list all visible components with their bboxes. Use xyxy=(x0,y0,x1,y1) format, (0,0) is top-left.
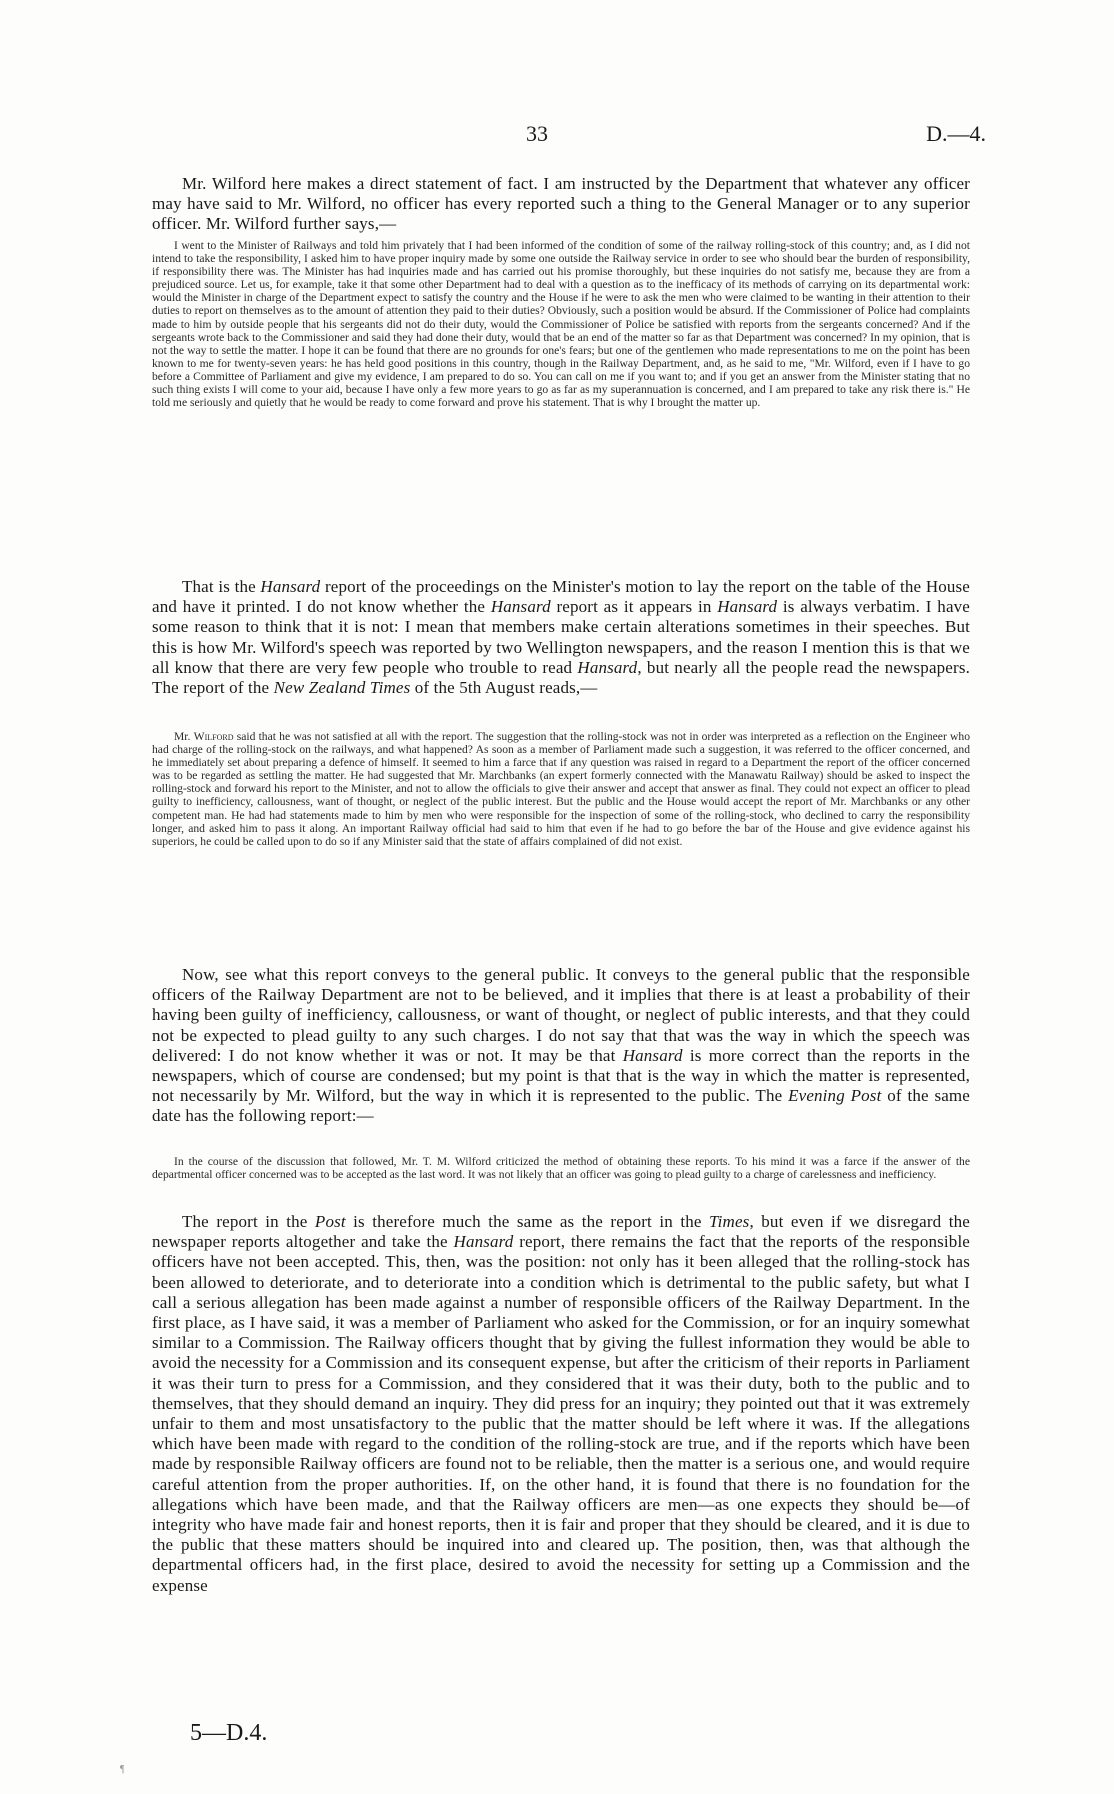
paragraph-text: Now, see what this report conveys to the general public. It conveys to the general public that the responsible officers of the Railway Department are not to be believed, and it implies that there is at least a probability of their having been guilty of inefficiency, callousness, or want of thought, or neglect of public interests, and that they could not be expected to plead guilty to any such charges. I do not say that that was the way in which the speech was delivered: I do not know whether it was or not. It may be that Hansard is more correct than the reports in the newspapers, which of course are condensed; but my point is that that is the way in which the matter is represented, not necessarily by Mr. Wilford, but the way in which it is represented to the public. The Evening Post of the same date has the following report:— xyxy=(152,965,970,1126)
quote-text: In the course of the discussion that followed, Mr. T. M. Wilford criticized the method of obtaining these reports. To his mind it was a farce if the answer of the departmental officer concerned was to be accepted as the last word. It was not likely that an officer was going to plead guilty to a charge of carelessness and inefficiency. xyxy=(152,1155,970,1182)
paragraph-text: Mr. Wilford here makes a direct statement of fact. I am instructed by the Department that whatever any officer may have said to Mr. Wilford, no officer has every reported such a thing to the General Manager or to any superior officer. Mr. Wilford further says,— xyxy=(152,174,970,234)
paragraph-text: That is the Hansard report of the proceedings on the Minister's motion to lay the report on the table of the House and have it printed. I do not know whether the Hansard report as it appears in Hansard is always verbatim. I have some reason to think that it is not: I mean that members make certain alterations sometimes in their speeches. But this is how Mr. Wilford's speech was reported by two Wellington newspapers, and the reason I mention this is that we all know that there are very few people who trouble to read Hansard, but nearly all the people read the newspapers. The report of the New Zealand Times of the 5th August reads,— xyxy=(152,577,971,698)
paragraph-1 xyxy=(152,174,970,235)
paragraph-2 xyxy=(152,577,970,698)
paragraph-3 xyxy=(152,965,970,1127)
quote-2 xyxy=(152,730,970,848)
quote-1 xyxy=(152,239,970,409)
signature-mark: 5—D.⁠4. xyxy=(190,1720,268,1746)
paragraph-text: The report in the Post is therefore much the same as the report in the Times, but even if we disregard the newspaper reports altogether and take the Hansard report, there remains the fact that the reports of the responsible officers have not been accepted. This, then, was the position: not only has it been alleged that the rolling-stock has been allowed to deteriorate, and to deteriorate into a condition which is detrimental to the public safety, but what I call a serious allegation has been made against a number of responsible officers of the Railway Department. In the first place, as I have said, it was a member of Parliament who asked for the Commission, or for an inquiry somewhat similar to a Commission. The Railway officers thought that by giving the fullest information they would be able to avoid the necessity for a Commission and its consequent expense, but after the criticism of their reports in Parliament it was their turn to press for a Commission, and they considered that it was their duty, both to the public and to themselves, that they should demand an inquiry. They did press for an inquiry; they pointed out that it was extremely unfair to them and most unsatisfactory to the public that the matter should be left where it was. If the allegations which have been made with regard to the condition of the rolling-stock are true, and if the reports which have been made by responsible Railway officers are found not to be reliable, then the matter is a serious one, and would require careful attention from the proper authorities. If, on the other hand, it is found that there is no foundation for the allegations which have been made, and that the Railway officers are men—as one expects they should be—of integrity who have made fair and honest reports, then it is fair and proper that they should be cleared, and it is due to the public that these matters should be inquired into and cleared up. The position, then, was that although the departmental officers had, in the first place, desired to avoid the necessity for setting up a Commission and the expense xyxy=(152,1212,971,1595)
document-code: D.—4. xyxy=(926,121,986,146)
quote-3 xyxy=(152,1155,970,1181)
quote-text: I went to the Minister of Railways and told him privately that I had been informed of the condition of some of the railway rolling-stock of this country; and, as I did not intend to take the responsibility, I asked him to have proper inquiry made by some one outside the Railway service in order to see who should bear the burden of responsibility, if responsibility there was. The Minister has had inquiries made and has carried out his promise thoroughly, but these inquiries do not satisfy me, because they are from a prejudiced source. Let us, for example, take it that some other Department had to deal with a question as to the inefficacy of its methods of carrying on its departmental work: would the Minister in charge of the Department expect to satisfy the country and the House if he were to ask the men who were claimed to be wanting in their attention to their duties to report on themselves as to the amount of attention they paid to their duties? Obviously, such a position would be absurd. If the Commissioner of Police had complaints made to him by outside people that his sergeants did not do their duty, would the Commissioner of Police be satisfied with reports from the sergeants concerned? And if the sergeants wrote back to the Commissioner and said they had done their duty, would that be an end of the matter so far as that Department was concerned? In my opinion, that is not the way to settle the matter. I hope it can be found that there are no grounds for one's fears; but one of the gentlemen who made representations to me on the point has been known to me for twenty-seven years: he has held good positions in this country, though in the Railway Department, and, as he said to me, "Mr. Wilford, even if I have to go before a Committee of Parliament and give my evidence, I am prepared to do so. You can call on me if you want to; and if you get an answer from the Minister stating that no such thing exists I will come to your aid, because I have only a few more years to go as far as my superannuation is concerned, and I am prepared to take any risk there is." He told me seriously and quietly that he would be ready to come forward and prove his statement. That is why I brought the matter up. xyxy=(152,239,970,410)
page-number: 33 xyxy=(526,121,548,146)
paragraph-4 xyxy=(152,1212,970,1596)
quote-text: Mr. Wilford said that he was not satisfied at all with the report. The suggestion that the rolling-stock was not in order was interpreted as a reflection on the Engineer who had charge of the rolling-stock on the railways, and what happened? As soon as a member of Parliament made such a suggestion, it was referred to the officer concerned, and he immediately set about preparing a defence of himself. It seemed to him a farce that if any question was raised in regard to a Department the report of the officer concerned was to be regarded as settling the matter. He had suggested that Mr. Marchbanks (an expert formerly connected with the Manawatu Railway) should be asked to inspect the rolling-stock and forward his report to the Minister, and not to allow the officials to give their answer and accept that answer as final. They could not expect an officer to plead guilty to inefficiency, callousness, want of thought, or neglect of the public interest. But the public and the House would accept the report of Mr. Marchbanks or any other competent man. He had had statements made to him by men who were responsible for the inspection of some of the rolling-stock, who declined to carry the responsibility longer, and asked him to pass it along. An important Railway official had said to him that even if he had to go before the bar of the House and give evidence against his superiors, he could be called upon to do so if any Minister said that the state of affairs complained of did not exist. xyxy=(152,730,970,848)
margin-mark: ¶ xyxy=(120,1764,125,1775)
